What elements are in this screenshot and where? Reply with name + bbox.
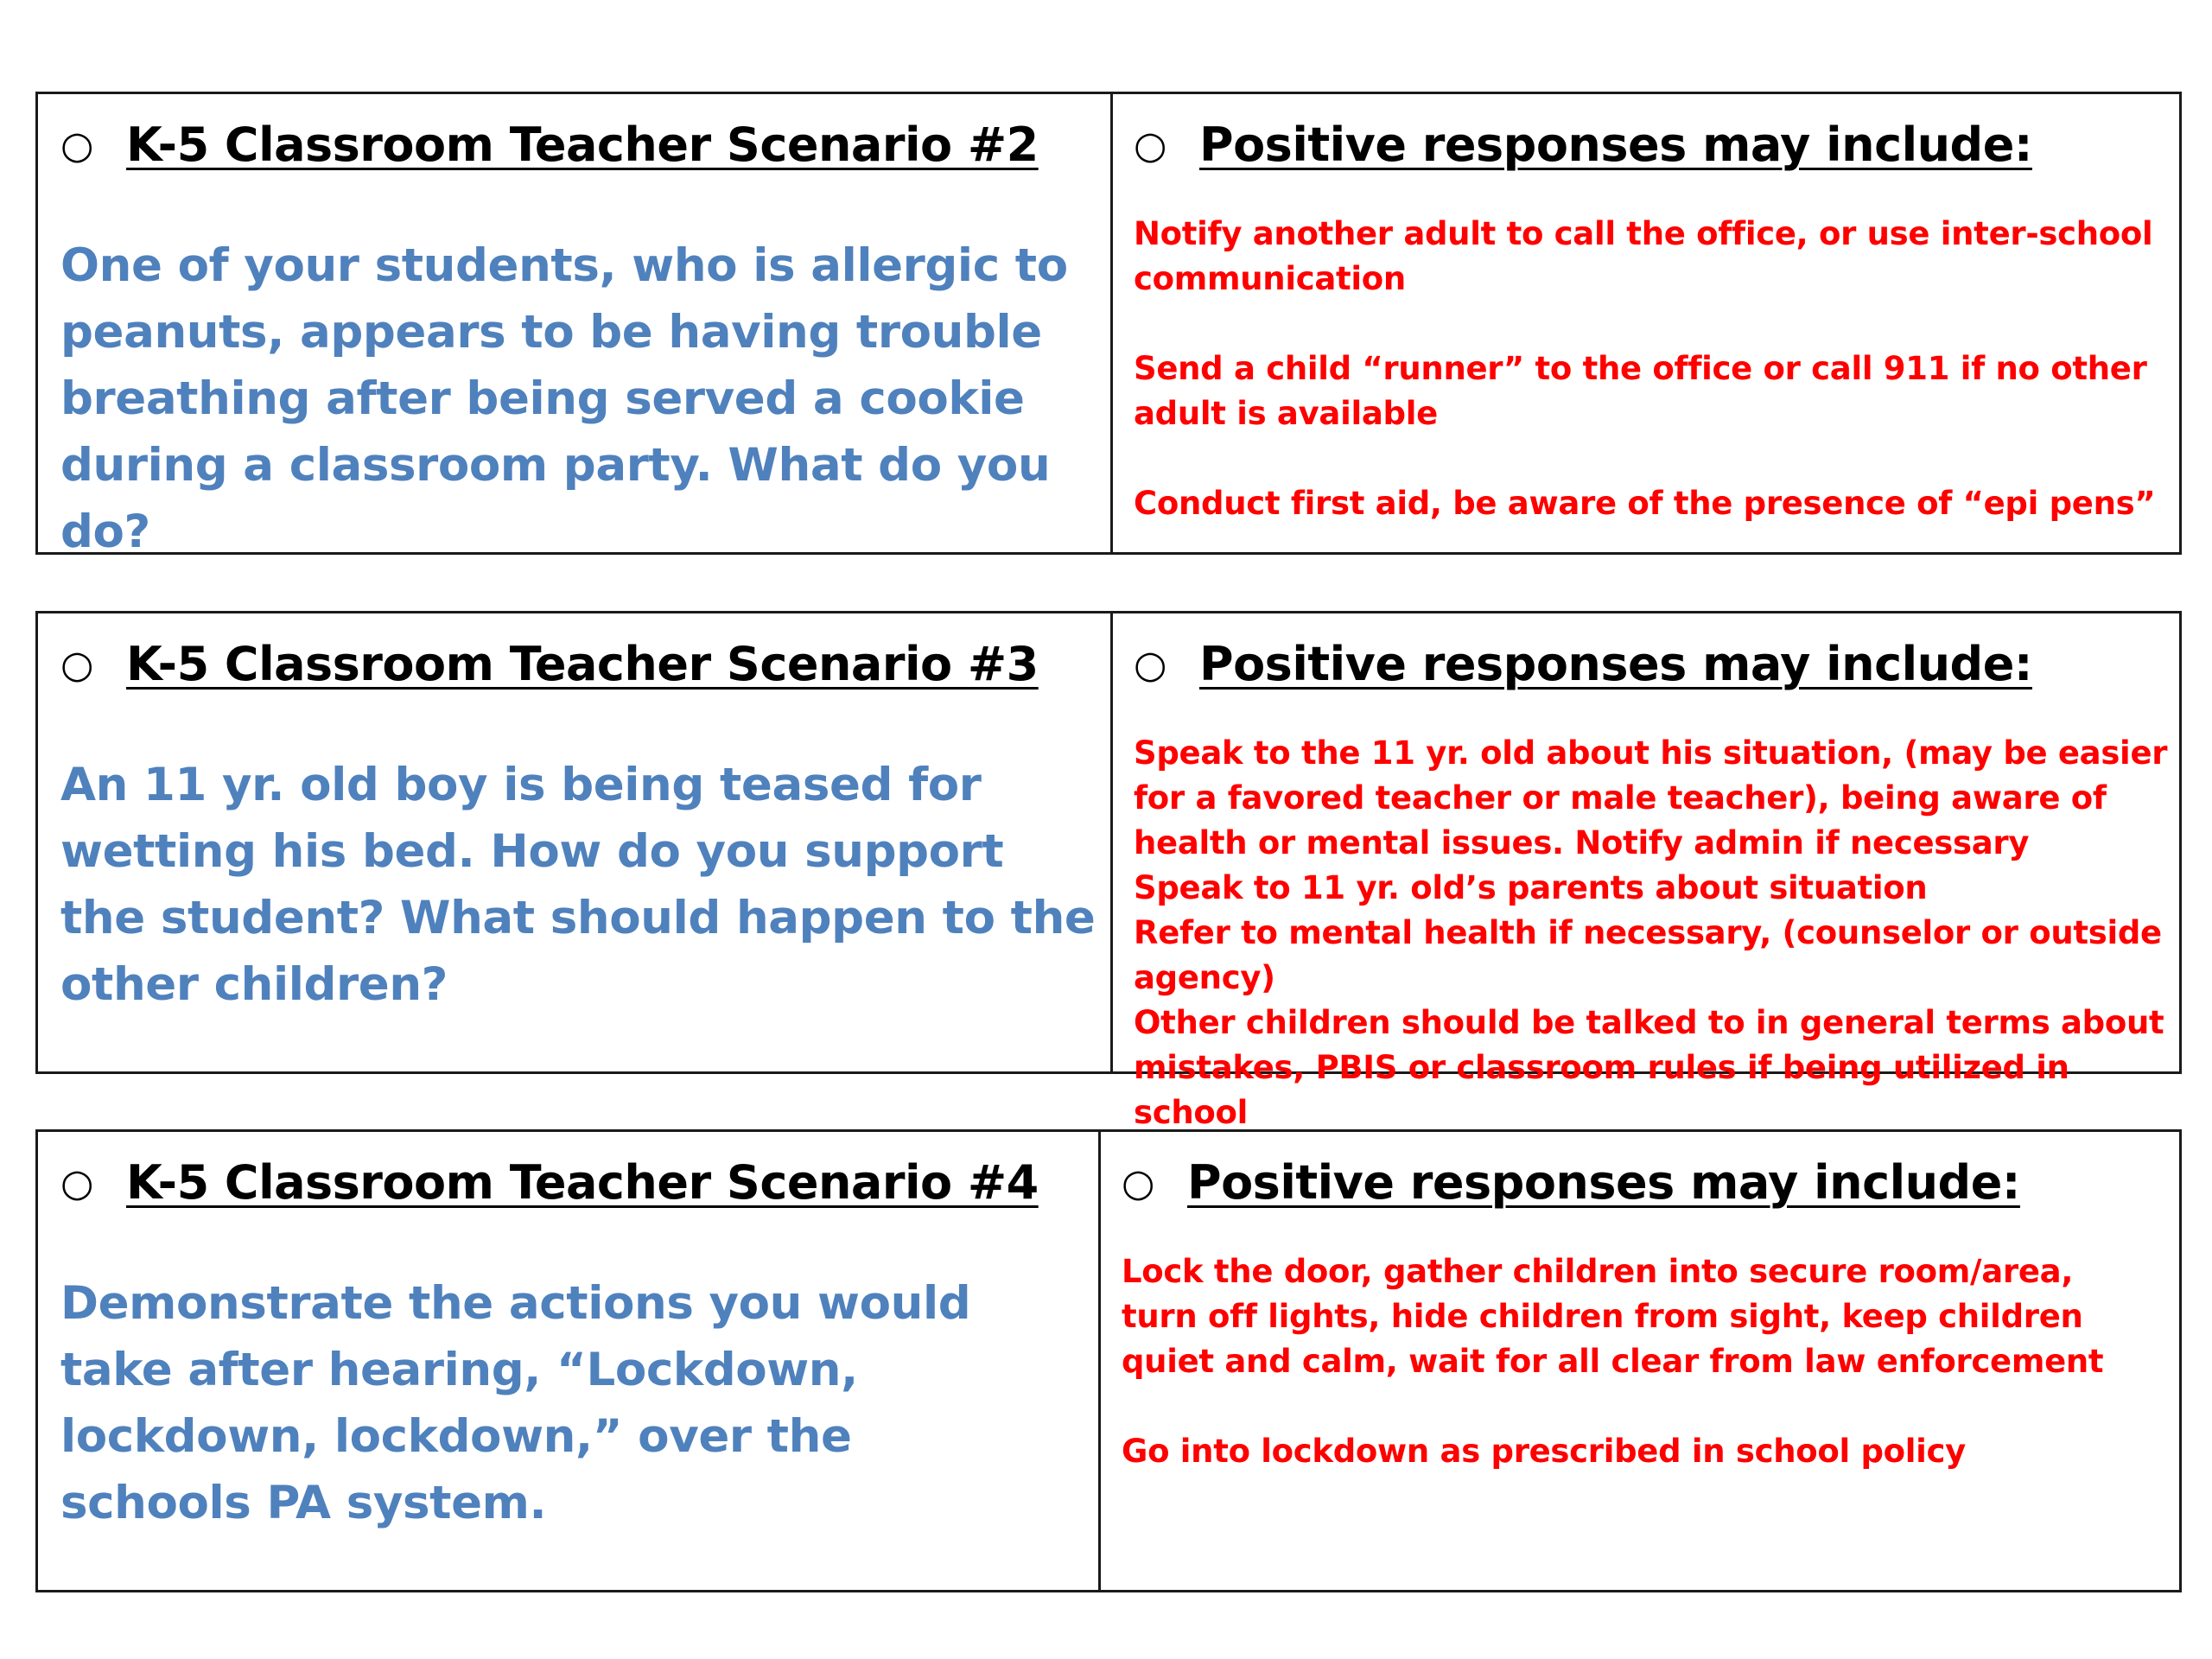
circle-bullet-icon: ○ bbox=[1122, 1161, 1155, 1205]
scenario-heading-row bbox=[60, 110, 1090, 179]
scenario-panel bbox=[38, 94, 1113, 558]
responses-heading-row bbox=[1134, 110, 2162, 179]
response-item: Refer to mental health if necessary, (counselor or outside agency) bbox=[1134, 914, 2162, 996]
responses-panel bbox=[1113, 94, 2183, 552]
scenario-heading-row bbox=[60, 1147, 1077, 1217]
scenario-text: Demonstrate the actions you would take after hearing, “Lockdown, lockdown, lockdown,” over the schools PA system. bbox=[60, 1277, 971, 1529]
responses-heading-row bbox=[1134, 629, 2171, 698]
responses-heading-row bbox=[1122, 1147, 2158, 1217]
scenario-heading: K-5 Classroom Teacher Scenario #3 bbox=[126, 636, 1039, 691]
scenario-panel bbox=[38, 613, 1113, 1071]
response-item: Other children should be talked to in general terms about mistakes, PBIS or classroom rules if being utilized in school bbox=[1134, 1004, 2164, 1131]
scenario-text: An 11 yr. old boy is being teased for wetting his bed. How do you support the student? What should happen to the other children? bbox=[60, 759, 1096, 1011]
scenario-heading-row bbox=[60, 629, 1090, 698]
scenario-heading: K-5 Classroom Teacher Scenario #2 bbox=[126, 117, 1039, 172]
scenario-panel bbox=[38, 1132, 1101, 1590]
scenario-card-3 bbox=[35, 611, 2182, 1131]
response-item: Lock the door, gather children into secure room/area, turn off lights, hide children from sight, keep children quiet and calm, wait for all clear from law enforcement bbox=[1122, 1253, 2104, 1380]
responses-list bbox=[1134, 731, 2171, 1135]
response-item: Conduct first aid, be aware of the presence of “epi pens” bbox=[1134, 485, 2156, 522]
responses-list bbox=[1134, 212, 2162, 526]
circle-bullet-icon: ○ bbox=[1134, 643, 1167, 687]
response-item: Send a child “runner” to the office or call 911 if no other adult is available bbox=[1134, 350, 2147, 432]
responses-heading: Positive responses may include: bbox=[1199, 117, 2032, 172]
responses-panel bbox=[1101, 1132, 2179, 1590]
responses-heading: Positive responses may include: bbox=[1199, 636, 2032, 691]
response-item: Notify another adult to call the office, or use inter-school communication bbox=[1134, 215, 2153, 297]
circle-bullet-icon: ○ bbox=[60, 124, 94, 168]
response-item: Speak to 11 yr. old’s parents about situation bbox=[1134, 869, 1928, 906]
scenario-card-2 bbox=[35, 92, 2182, 558]
response-item: Speak to the 11 yr. old about his situation, (may be easier for a favored teacher or male teacher), being aware of health or mental issues. Notify admin if necessary bbox=[1134, 734, 2168, 861]
circle-bullet-icon: ○ bbox=[60, 1161, 94, 1205]
circle-bullet-icon: ○ bbox=[60, 643, 94, 687]
scenario-heading: K-5 Classroom Teacher Scenario #4 bbox=[126, 1154, 1039, 1210]
response-item: Go into lockdown as prescribed in school policy bbox=[1122, 1433, 1966, 1470]
responses-list bbox=[1122, 1249, 2158, 1474]
responses-heading: Positive responses may include: bbox=[1187, 1154, 2020, 1210]
circle-bullet-icon: ○ bbox=[1134, 124, 1167, 168]
scenario-text: One of your students, who is allergic to peanuts, appears to be having trouble breathing after being served a cookie during a classroom party. What do you do? bbox=[60, 239, 1068, 558]
scenario-card-4 bbox=[35, 1129, 2182, 1592]
responses-panel bbox=[1113, 613, 2191, 1131]
